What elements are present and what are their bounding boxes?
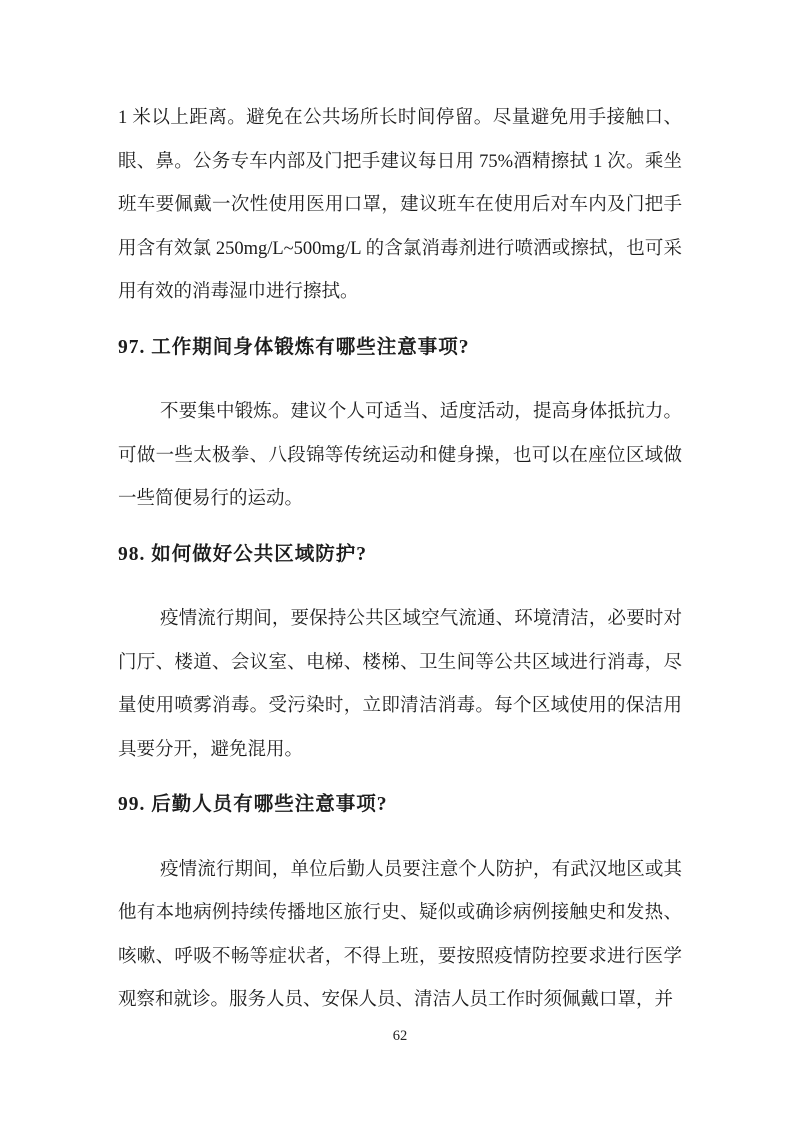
question-heading: 97. 工作期间身体锻炼有哪些注意事项? — [118, 336, 470, 358]
page-footer — [0, 1028, 800, 1045]
body-paragraph — [118, 598, 682, 772]
document-content — [118, 97, 682, 1023]
page-number: 62 — [392, 1028, 408, 1044]
text-line: 可做一些太极拳、八段锦等传统运动和健身操，也可以在座位区域做 — [118, 445, 682, 466]
text-line: 不要集中锻炼。建议个人可适当、适度活动，提高身体抵抗力。 — [160, 402, 682, 422]
text-line: 咳嗽、呼吸不畅等症状者，不得上班，要按照疫情防控要求进行医学 — [118, 946, 682, 967]
text-line: 观察和就诊。服务人员、安保人员、清洁人员工作时须佩戴口罩，并 — [118, 990, 674, 1010]
text-line: 用有效的消毒湿巾进行擦拭。 — [118, 282, 359, 302]
text-line: 用含有效氯 250mg/L~500mg/L 的含氯消毒剂进行喷洒或擦拭，也可采 — [118, 238, 682, 259]
text-line: 眼、鼻。公务专车内部及门把手建议每日用 75%酒精擦拭 1 次。乘坐 — [118, 151, 682, 172]
text-line: 门厅、楼道、会议室、电梯、楼梯、卫生间等公共区域进行消毒，尽 — [118, 652, 682, 673]
text-line: 1 米以上距离。避免在公共场所长时间停留。尽量避免用手接触口、 — [118, 108, 682, 128]
text-line: 班车要佩戴一次性使用医用口罩，建议班车在使用后对车内及门把手 — [118, 195, 682, 215]
text-line: 一些简便易行的运动。 — [118, 489, 304, 509]
text-line: 具要分开，避免混用。 — [118, 739, 304, 760]
question-heading: 98. 如何做好公共区域防护? — [118, 543, 368, 565]
text-line: 疫情流行期间，单位后勤人员要注意个人防护，有武汉地区或其 — [160, 859, 682, 880]
question-heading: 99. 后勤人员有哪些注意事项? — [118, 794, 388, 815]
text-line: 他有本地病例持续传播地区旅行史、疑似或确诊病例接触史和发热、 — [118, 903, 682, 923]
body-paragraph — [118, 97, 682, 315]
body-paragraph — [118, 849, 682, 1023]
body-paragraph — [118, 391, 682, 522]
text-line: 疫情流行期间，要保持公共区域空气流通、环境清洁，必要时对 — [160, 609, 682, 629]
text-line: 量使用喷雾消毒。受污染时，立即清洁消毒。每个区域使用的保洁用 — [118, 696, 682, 716]
